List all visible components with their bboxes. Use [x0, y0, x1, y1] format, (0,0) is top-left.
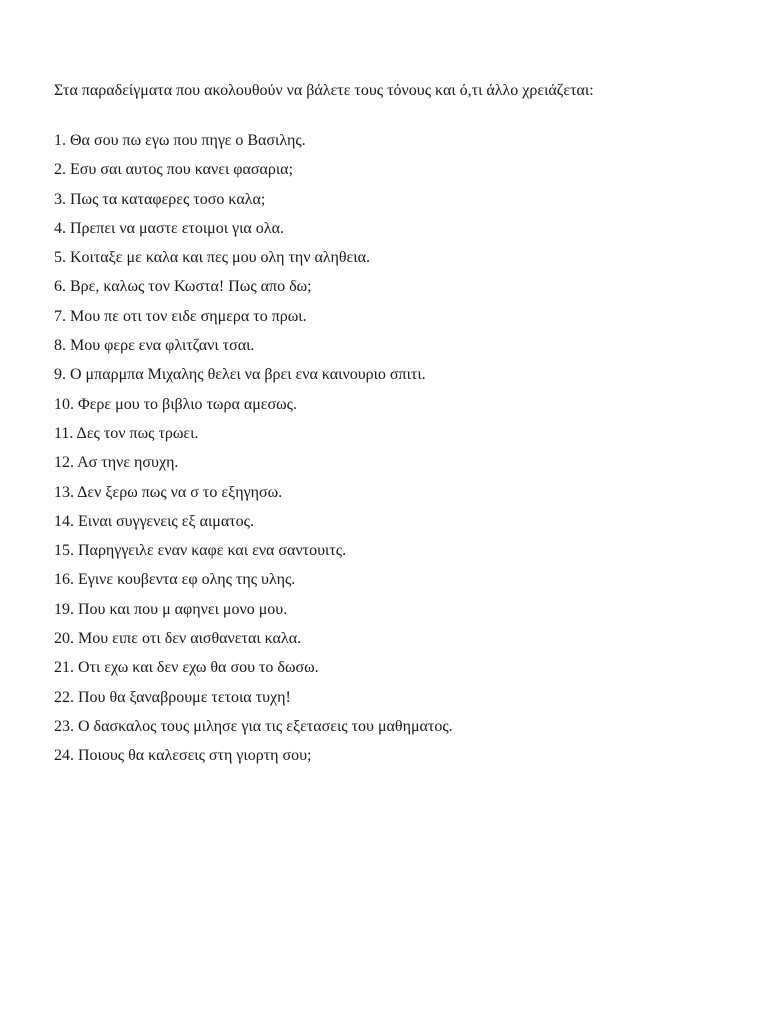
exercise-item-16: 16. Εγινε κουβεντα εφ ολης της υλης.	[54, 571, 296, 589]
exercise-item-22: 22. Που θα ξαναβρουμε τετοια τυχη!	[54, 688, 291, 706]
exercise-item-24: 24. Ποιους θα καλεσεις στη γιορτη σου;	[54, 747, 312, 765]
exercise-item-8: 8. Μου φερε ενα φλιτζανι τσαι.	[54, 337, 255, 355]
exercise-item-9: 9. Ο μπαρμπα Μιχαλης θελει να βρει ενα καινουριο σπιτι.	[54, 366, 426, 384]
exercise-item-14: 14. Ειναι συγγενεις εξ αιματος.	[54, 512, 254, 530]
exercise-item-12: 12. Ασ τηνε ησυχη.	[54, 454, 179, 472]
exercise-item-5: 5. Κοιταξε με καλα και πες μου ολη την αληθεια.	[54, 249, 370, 267]
exercise-item-20: 20. Μου ειπε οτι δεν αισθανεται καλα.	[54, 630, 302, 648]
exercise-list	[54, 130, 453, 775]
exercise-item-19: 19. Που και που μ αφηνει μονο μου.	[54, 600, 288, 618]
exercise-item-13: 13. Δεν ξερω πως να σ το εξηγησω.	[54, 483, 283, 501]
exercise-item-4: 4. Πρεπει να μαστε ετοιμοι για ολα.	[54, 219, 284, 237]
exercise-item-1: 1. Θα σου πω εγω που πηγε ο Βασιλης.	[54, 132, 306, 149]
exercise-item-10: 10. Φερε μου το βιβλιο τωρα αμεσως.	[54, 395, 297, 413]
exercise-item-11: 11. Δες τον πως τρωει.	[54, 424, 199, 442]
instruction-text: Στα παραδείγματα που ακολουθούν να βάλετε τους τόνους και ό,τι άλλο χρειάζεται:	[54, 82, 594, 99]
exercise-item-6: 6. Βρε, καλως τον Κωστα! Πως απο δω;	[54, 278, 312, 296]
exercise-item-3: 3. Πως τα καταφερες τοσο καλα;	[54, 190, 266, 208]
exercise-item-2: 2. Εσυ σαι αυτος που κανει φασαρια;	[54, 161, 294, 179]
exercise-item-7: 7. Μου πε οτι τον ειδε σημερα το πρωι.	[54, 307, 307, 325]
exercise-item-23: 23. Ο δασκαλος τους μιλησε για τις εξετασεις του μαθηματος.	[54, 717, 453, 735]
exercise-item-21: 21. Οτι εχω και δεν εχω θα σου το δωσω.	[54, 659, 319, 677]
exercise-item-15: 15. Παρηγγειλε εναν καφε και ενα σαντουιτς.	[54, 542, 347, 560]
